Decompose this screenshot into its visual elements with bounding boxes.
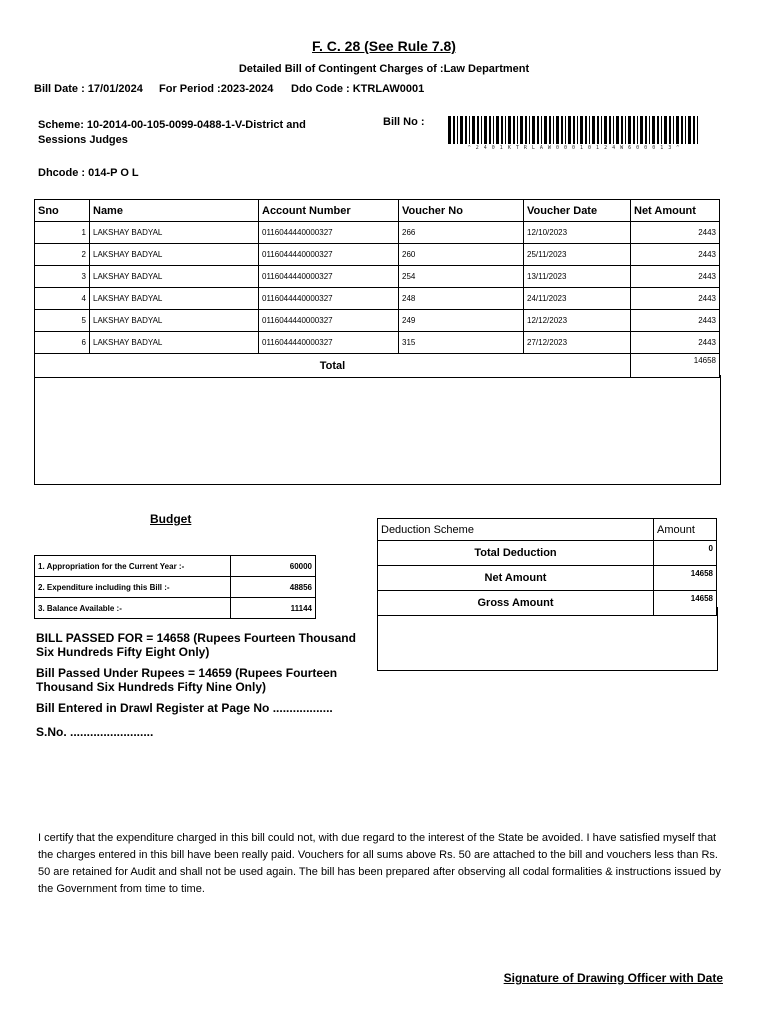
bill-date: Bill Date : 17/01/2024: [34, 83, 143, 95]
total-value: 14658: [631, 354, 720, 378]
scheme: Scheme: 10-2014-00-105-0099-0488-1-V-District and Sessions Judges: [38, 119, 306, 146]
table-row: [35, 332, 720, 354]
budget-label: 1. Appropriation for the Current Year :-: [35, 556, 231, 577]
deduction-value: 14658: [654, 591, 717, 616]
cell-account: 0116044440000327: [259, 266, 399, 288]
cell-sno: 6: [35, 332, 90, 354]
serial-no: S.No. .........................: [36, 725, 154, 739]
deduction-header-row: [378, 519, 717, 541]
cell-name: LAKSHAY BADYAL: [90, 222, 259, 244]
blank-area: [34, 375, 721, 485]
cell-name: LAKSHAY BADYAL: [90, 288, 259, 310]
barcode-text: ^ 2 4 0 1 K T R L A W 0 0 0 1 0 1 2 4 W 6 0 0 0 1 3 ^: [467, 145, 681, 151]
certificate-text: I certify that the expenditure charged in this bill could not, with due regard to the interest of the State be avoided. I have satisfied myself that the charges entered in this bill have been really paid. Vouchers for all sums above Rs. 50 are attached to the bill and vouchers less than Rs. 50 are retained for Audit and shall not be used again. The bill has been prepared after observing all codal formalities & instructions issued by the Government from time to time.: [38, 832, 721, 895]
bill-passed-under: Bill Passed Under Rupees = 14659 (Rupees Fourteen Thousand Six Hundreds Fifty Nine Only): [36, 666, 338, 694]
cell-net-amount: 2443: [631, 244, 720, 266]
table-row: [35, 266, 720, 288]
cell-sno: 2: [35, 244, 90, 266]
bill-no-label: Bill No :: [383, 116, 425, 128]
cell-voucher-no: 315: [399, 332, 524, 354]
deduction-blank-area: [377, 607, 718, 671]
table-row: [35, 222, 720, 244]
cell-sno: 3: [35, 266, 90, 288]
budget-label: 2. Expenditure including this Bill :-: [35, 577, 231, 598]
table-row: [35, 288, 720, 310]
cell-net-amount: 2443: [631, 266, 720, 288]
col-account: Account Number: [259, 200, 399, 222]
deduction-table: [377, 518, 717, 616]
table-row: [35, 244, 720, 266]
cell-voucher-no: 248: [399, 288, 524, 310]
deduction-row: [378, 541, 717, 566]
budget-row: [35, 556, 316, 577]
period: For Period :2023-2024: [159, 83, 274, 95]
cell-voucher-no: 254: [399, 266, 524, 288]
cell-voucher-date: 24/11/2023: [524, 288, 631, 310]
cell-account: 0116044440000327: [259, 332, 399, 354]
cell-net-amount: 2443: [631, 288, 720, 310]
deduction-label: Total Deduction: [378, 541, 654, 566]
cell-voucher-date: 25/11/2023: [524, 244, 631, 266]
form-subtitle: Detailed Bill of Contingent Charges of :Law Department: [238, 63, 530, 75]
table-row: [35, 310, 720, 332]
deduction-value: 0: [654, 541, 717, 566]
cell-sno: 5: [35, 310, 90, 332]
col-voucher-date: Voucher Date: [524, 200, 631, 222]
cell-net-amount: 2443: [631, 310, 720, 332]
drawl-register: Bill Entered in Drawl Register at Page No ..................: [36, 701, 333, 715]
cell-voucher-date: 13/11/2023: [524, 266, 631, 288]
deduction-row: [378, 566, 717, 591]
deduction-label: Net Amount: [378, 566, 654, 591]
cell-account: 0116044440000327: [259, 310, 399, 332]
budget-value: 48856: [231, 577, 316, 598]
budget-value: 11144: [231, 598, 316, 619]
budget-label: 3. Balance Available :-: [35, 598, 231, 619]
cell-name: LAKSHAY BADYAL: [90, 310, 259, 332]
col-sno: Sno: [35, 200, 90, 222]
col-net-amount: Net Amount: [631, 200, 720, 222]
cell-name: LAKSHAY BADYAL: [90, 244, 259, 266]
cell-voucher-no: 266: [399, 222, 524, 244]
ddo-code: Ddo Code : KTRLAW0001: [291, 83, 425, 95]
table-header-row: [35, 200, 720, 222]
cell-voucher-date: 27/12/2023: [524, 332, 631, 354]
col-deduction-scheme: Deduction Scheme: [378, 519, 654, 541]
total-row: [35, 354, 720, 378]
bill-passed-for: BILL PASSED FOR = 14658 (Rupees Fourteen Thousand Six Hundreds Fifty Eight Only): [36, 631, 356, 659]
col-amount: Amount: [654, 519, 717, 541]
budget-value: 60000: [231, 556, 316, 577]
form-title: F. C. 28 (See Rule 7.8): [312, 38, 456, 54]
deduction-value: 14658: [654, 566, 717, 591]
cell-voucher-no: 249: [399, 310, 524, 332]
cell-name: LAKSHAY BADYAL: [90, 332, 259, 354]
cell-sno: 1: [35, 222, 90, 244]
cell-account: 0116044440000327: [259, 222, 399, 244]
cell-sno: 4: [35, 288, 90, 310]
budget-table: [34, 555, 316, 619]
voucher-table: [34, 199, 720, 378]
col-voucher-no: Voucher No: [399, 200, 524, 222]
barcode-icon: [448, 116, 700, 144]
budget-title: Budget: [150, 512, 192, 526]
cell-name: LAKSHAY BADYAL: [90, 266, 259, 288]
dhcode: Dhcode : 014-P O L: [38, 167, 139, 179]
col-name: Name: [90, 200, 259, 222]
budget-row: [35, 598, 316, 619]
total-label: Total: [35, 354, 631, 378]
cell-account: 0116044440000327: [259, 244, 399, 266]
cell-account: 0116044440000327: [259, 288, 399, 310]
cell-voucher-date: 12/12/2023: [524, 310, 631, 332]
cell-voucher-date: 12/10/2023: [524, 222, 631, 244]
cell-net-amount: 2443: [631, 222, 720, 244]
deduction-label: Gross Amount: [378, 591, 654, 616]
budget-row: [35, 577, 316, 598]
cell-voucher-no: 260: [399, 244, 524, 266]
cell-net-amount: 2443: [631, 332, 720, 354]
signature-line: Signature of Drawing Officer with Date: [503, 971, 723, 985]
